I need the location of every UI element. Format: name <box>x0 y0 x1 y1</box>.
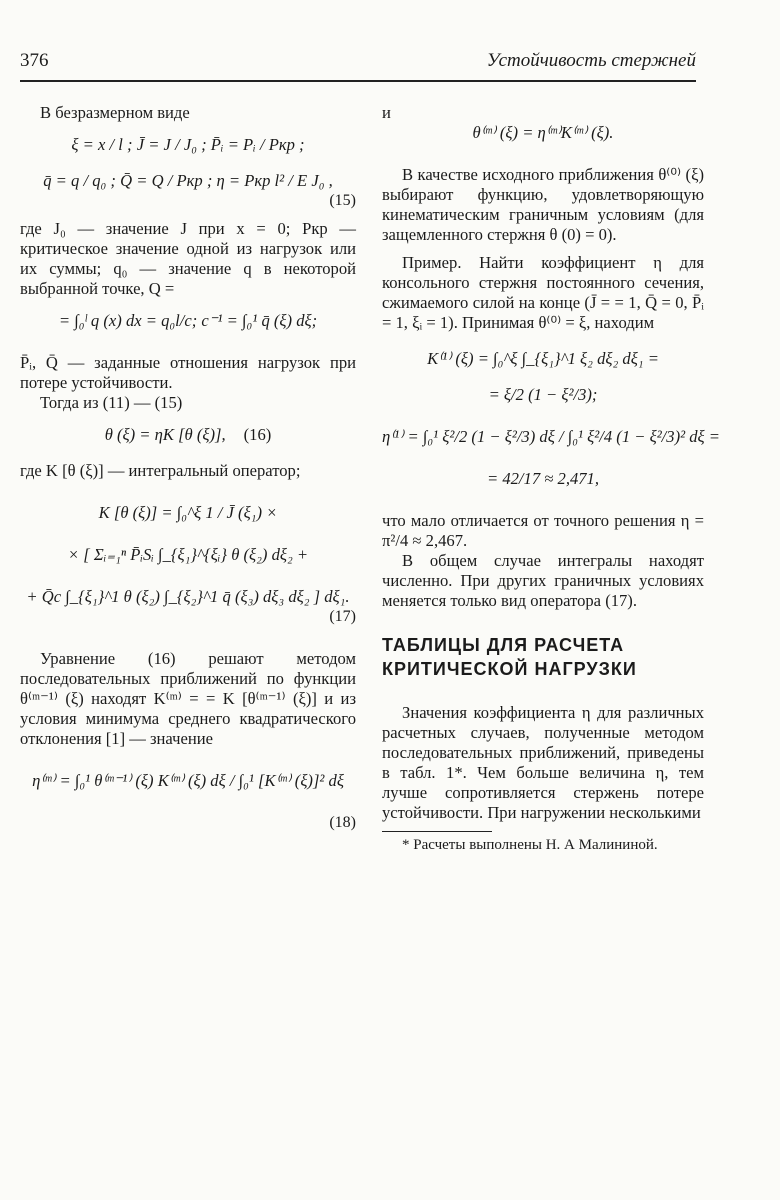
footnote-divider <box>382 831 492 832</box>
integral-definition: = ∫₀ˡ q (x) dx = q₀l/c; c⁻¹ = ∫₀¹ q̄ (ξ) dξ; <box>58 311 318 330</box>
equation-15-line-2: q̄ = q / q₀ ; Q̄ = Q / Pкр ; η = Pкр l² / E J₀ , <box>43 171 333 190</box>
and-text: и <box>382 103 391 122</box>
initial-approximation-text: В качестве исходного приближения θ⁽⁰⁾ (ξ) выбирают функцию, удовлетворяющую кинематическим граничным условиям (для защемленного стержня θ (0) = 0). <box>382 165 704 244</box>
eta1-formula: η⁽¹⁾ = ∫₀¹ ξ²/2 (1 − ξ²/3) dξ / ∫₀¹ ξ²/4 (1 − ξ²/3)² dξ = <box>382 427 720 446</box>
iteration-equation: θ⁽ᵐ⁾ (ξ) = η⁽ᵐ⁾K⁽ᵐ⁾ (ξ). <box>472 123 614 142</box>
page-header <box>20 50 696 82</box>
equation-18-label: (18) <box>329 814 356 831</box>
equation-17-line-2: × [ Σᵢ₌₁ⁿ P̄ᵢSᵢ ∫_{ξ₁}^{ξᵢ} θ (ξ₂) dξ₂ + <box>67 545 309 564</box>
definition-text: где J₀ — значение J при x = 0; Pкр — критическое значение одной из нагрузок или их суммы; q₀ — значение q в некоторой выбранной точке, Q = <box>20 219 356 298</box>
section-title-line-1: ТАБЛИЦЫ ДЛЯ РАСЧЕТА <box>382 635 625 655</box>
left-column <box>20 103 356 833</box>
eta1-result: = 42/17 ≈ 2,471, <box>486 469 600 488</box>
equation-17-label: (17) <box>329 608 356 625</box>
page-number: 376 <box>20 50 49 71</box>
k1-line-2: = ξ/2 (1 − ξ²/3); <box>488 385 598 404</box>
equation-18: η⁽ᵐ⁾ = ∫₀¹ θ⁽ᵐ⁻¹⁾ (ξ) K⁽ᵐ⁾ (ξ) dξ / ∫₀¹ [K⁽ᵐ⁾ (ξ)]² dξ <box>32 771 344 790</box>
equation-17-line-1: K [θ (ξ)] = ∫₀^ξ 1 / J̄ (ξ₁) × <box>98 503 278 522</box>
then-from-text: Тогда из (11) — (15) <box>40 393 183 412</box>
compare-text: что мало отличается от точного решения η = π²/4 ≈ 2,467. <box>382 511 704 550</box>
general-case-text: В общем случае интегралы находят численно. При других граничных условиях меняется только вид оператора (17). <box>382 551 704 610</box>
equation-17-line-3: + Q̄c ∫_{ξ₁}^1 θ (ξ₂) ∫_{ξ₂}^1 q̄ (ξ₃) dξ₃ dξ₂ ] dξ₁. <box>26 587 350 606</box>
solve-text: Уравнение (16) решают методом последовательных приближений по функции θ⁽ᵐ⁻¹⁾ (ξ) находят K⁽ᵐ⁾ = = K [θ⁽ᵐ⁻¹⁾ (ξ)] и из условия минимума среднего квадратического отклонения [1] — значение <box>20 649 356 748</box>
operator-text: где K [θ (ξ)] — интегральный оператор; <box>20 461 301 480</box>
section-title-line-2: КРИТИЧЕСКОЙ НАГРУЗКИ <box>382 659 637 679</box>
k1-line-1: K⁽¹⁾ (ξ) = ∫₀^ξ ∫_{ξ₁}^1 ξ₂ dξ₂ dξ₁ = <box>427 349 659 368</box>
equation-15-line-1: ξ = x / l ; J̄ = J / J₀ ; P̄ᵢ = Pᵢ / Pкр ; <box>71 135 305 154</box>
equation-16 <box>20 425 356 445</box>
table-description-text: Значения коэффициента η для различных расчетных случаев, полученные методом последовательных приближений, приведены в табл. 1*. Чем больше величина η, тем лучше сопротивляется стержень потере устойчивости. При нагружении несколькими <box>382 703 704 822</box>
intro-text: В безразмерном виде <box>40 103 190 122</box>
given-ratios-text: P̄ᵢ, Q̄ — заданные отношения нагрузок при потере устойчивости. <box>20 353 356 392</box>
right-column <box>382 103 720 854</box>
footnote-text: * Расчеты выполнены Н. А Малининой. <box>402 837 658 853</box>
equation-15-label: (15) <box>329 192 356 209</box>
example-text: Пример. Найти коэффициент η для консольного стержня постоянного сечения, сжимаемого силой на конце (J̄ = = 1, Q̄ = 0, P̄ᵢ = 1, ξᵢ = 1). Принимая θ⁽⁰⁾ = ξ, находим <box>382 253 704 332</box>
equation-16-body: θ (ξ) = ηK [θ (ξ)], <box>104 425 226 444</box>
running-title: Устойчивость стержней <box>486 50 696 71</box>
equation-16-label: (16) <box>243 425 272 444</box>
